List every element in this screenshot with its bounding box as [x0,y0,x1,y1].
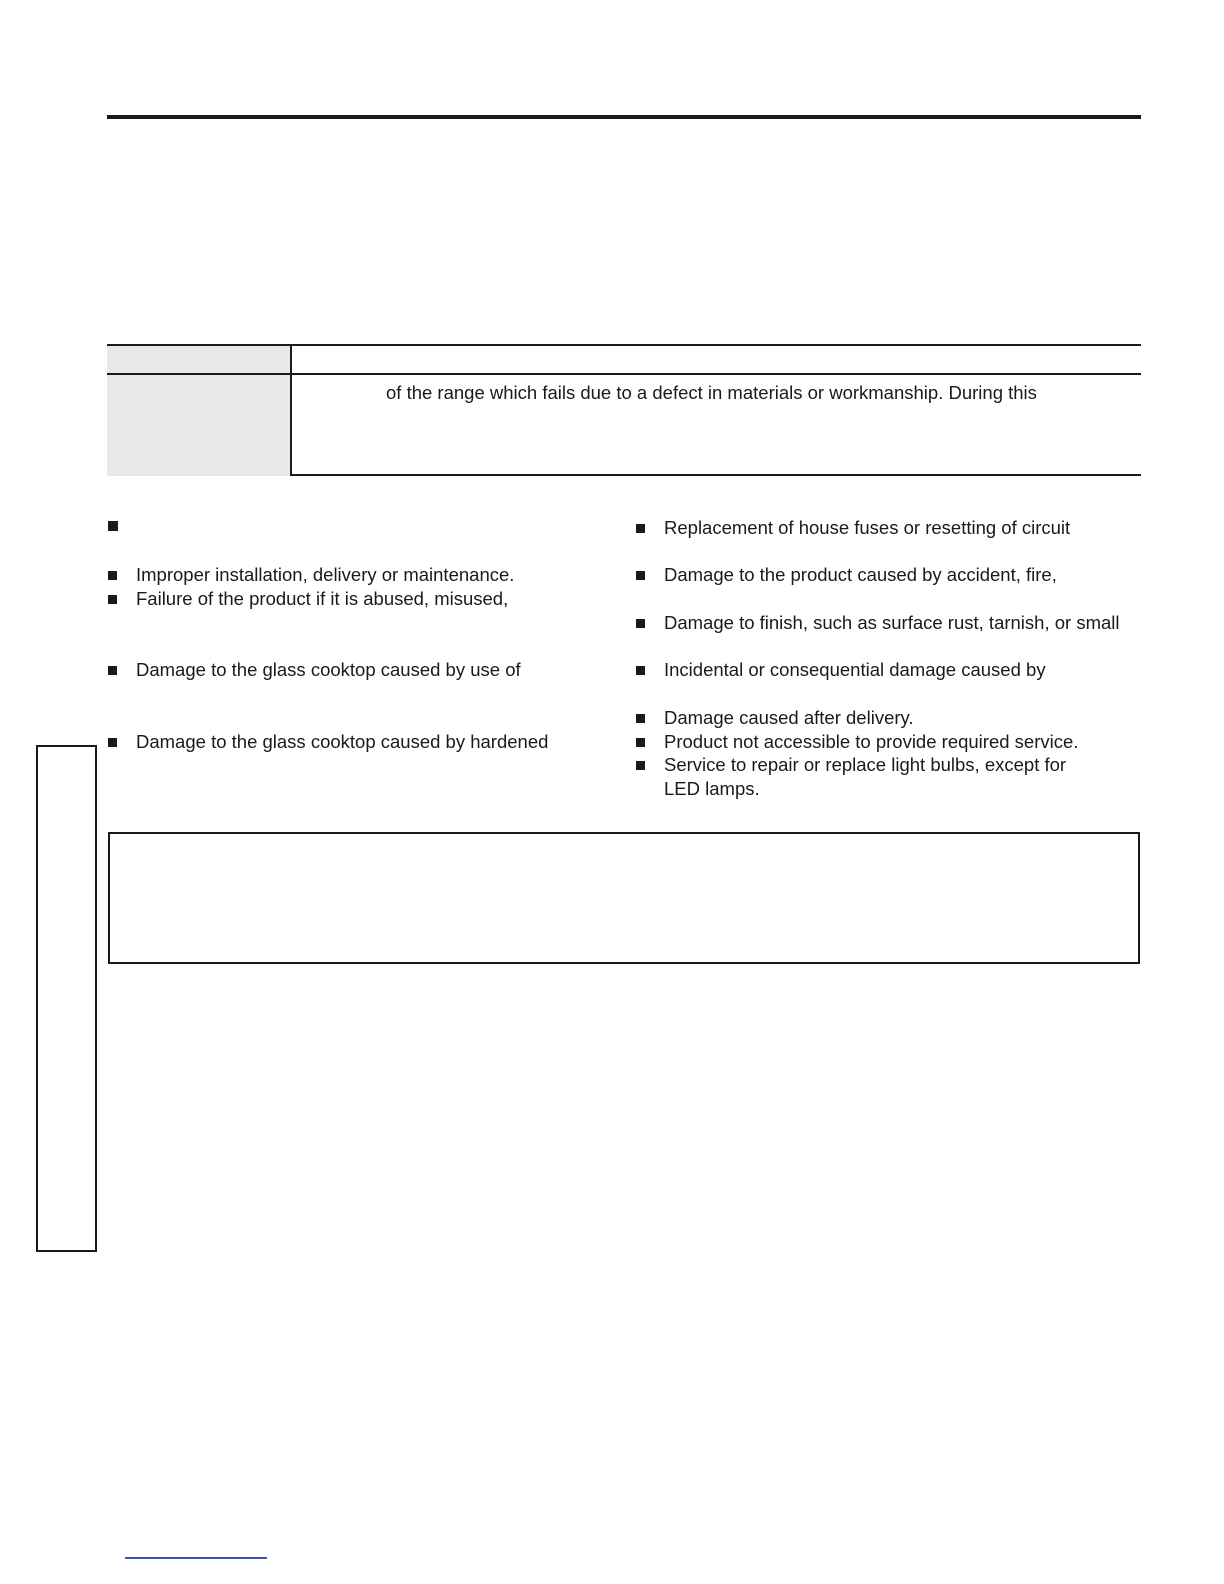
footer-link-underline[interactable] [125,1557,267,1559]
bullet-square-icon [636,619,645,628]
list-item-text: Incidental or consequential damage caused by [664,659,1046,680]
list-item-text: LED lamps. [664,778,760,799]
bullet-square-icon [636,761,645,770]
warranty-period-cell [107,375,290,476]
list-item-text: Damage caused after delivery. [664,707,914,728]
list-item-text: Improper installation, delivery or maintenance. [136,564,515,585]
bullet-square-icon [636,571,645,580]
list-item-text: Failure of the product if it is abused, misused, [136,588,509,609]
warranty-table [107,344,1141,476]
bullet-square-icon [108,521,118,531]
warranty-table-header [107,346,1141,375]
top-rule [107,115,1141,119]
warranty-period-header-cell [107,346,290,373]
list-item-text: Damage to the glass cooktop caused by use of [136,659,521,680]
side-tab [36,745,97,1252]
bullet-square-icon [108,571,117,580]
bullet-square-icon [108,595,117,604]
table-column-divider [290,346,292,476]
list-item-text: Replacement of house fuses or resetting of circuit [664,517,1071,538]
bullet-square-icon [636,524,645,533]
warranty-coverage-text: of the range which fails due to a defect in materials or workmanship. During this [386,382,1037,403]
list-item-text: Damage to the product caused by accident, fire, [664,564,1057,585]
bullet-square-icon [108,738,117,747]
list-item-text: Damage to finish, such as surface rust, tarnish, or small [664,612,1120,633]
list-item-text: Product not accessible to provide required service. [664,731,1079,752]
bullet-square-icon [108,666,117,675]
list-item-text: Damage to the glass cooktop caused by hardened [136,731,549,752]
list-item-text: Service to repair or replace light bulbs, except for [664,754,1067,775]
bullet-square-icon [636,714,645,723]
notice-box [108,832,1140,964]
bullet-square-icon [636,666,645,675]
bullet-square-icon [636,738,645,747]
